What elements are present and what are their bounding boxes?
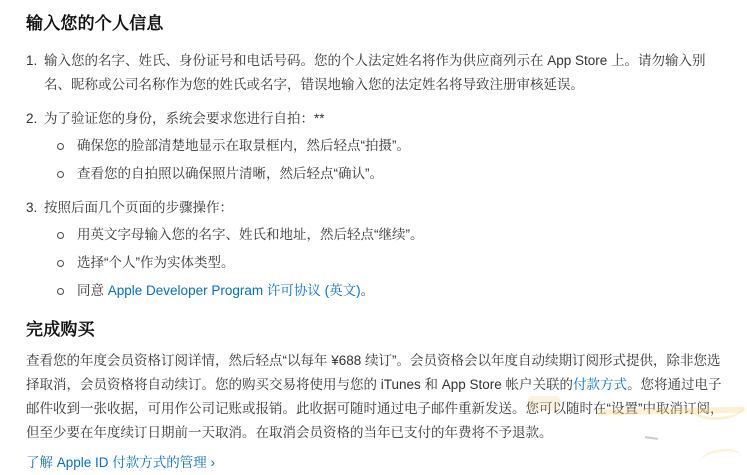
personal-info-heading: 输入您的个人信息	[26, 14, 164, 33]
purchase-text-before-link: 查看您的年度会员资格订阅详情，然后轻点“以每年 ¥688 续订”。会员资格会以年度自动续期订阅形式提供，除非您选择取消，会员资格将自动续订。您的购买交易将使用与您的 iTunes 和 App Store 帐户关联的	[26, 353, 721, 392]
agreement-suffix: 。	[360, 283, 375, 298]
step-3-bullet-2	[44, 251, 727, 275]
step-2-bullet-2	[44, 162, 727, 186]
bullet-text: 查看您的自拍照以确保照片清晰，然后轻点“确认”。	[77, 166, 383, 181]
bullet-text	[77, 279, 727, 303]
circle-bullet-icon	[57, 260, 64, 267]
circle-bullet-icon	[57, 171, 64, 178]
step-3-bullet-3	[44, 279, 727, 303]
developer-program-license-link[interactable]: Apple Developer Program 许可协议 (英文)	[107, 283, 361, 298]
circle-bullet-icon	[57, 143, 64, 150]
complete-purchase-heading: 完成购买	[26, 320, 95, 339]
purchase-paragraph	[26, 349, 727, 445]
payment-method-link[interactable]: 付款方式	[573, 377, 628, 392]
circle-bullet-icon	[57, 232, 64, 239]
step-1-number: 1.	[26, 53, 38, 68]
learn-more-row	[26, 451, 727, 475]
purchase-text-after-link: 。您将通过电子邮件收到一张收据，可用作公司记账或报销。此收据可随时通过电子邮件重新发送。您可以随时在“设置”中取消订阅，但至少要在年度续订日期前一天取消。在取消会员资格的当年已支付的年费将不予退款。	[26, 377, 724, 440]
bullet-text: 确保您的脸部清楚地显示在取景框内，然后轻点“拍摄”。	[77, 138, 410, 153]
step-3-text: 按照后面几个页面的步骤操作：	[44, 200, 233, 215]
apple-id-payment-management-link[interactable]: 了解 Apple ID 付款方式的管理 ›	[26, 455, 216, 470]
step-1	[26, 49, 727, 97]
step-2	[26, 107, 727, 186]
step-3-number: 3.	[26, 200, 38, 215]
step-2-bullet-1	[44, 134, 727, 158]
bullet-text: 选择“个人”作为实体类型。	[77, 255, 235, 270]
step-2-text: 为了验证您的身份，系统会要求您进行自拍：**	[44, 111, 325, 126]
step-3	[26, 196, 727, 303]
agreement-prefix: 同意	[77, 283, 108, 298]
circle-bullet-icon	[57, 288, 64, 295]
step-2-number: 2.	[26, 111, 38, 126]
step-1-text: 输入您的名字、姓氏、身份证号和电话号码。您的个人法定姓名将作为供应商列示在 App Store 上。请勿输入别名、昵称或公司名称作为您的姓氏或名字，错误地输入您的法定姓名将导致注册审核延误。	[44, 53, 706, 92]
step-3-bullet-1	[44, 223, 727, 247]
bullet-text: 用英文字母输入您的名字、姓氏和地址，然后轻点“继续”。	[77, 227, 424, 242]
